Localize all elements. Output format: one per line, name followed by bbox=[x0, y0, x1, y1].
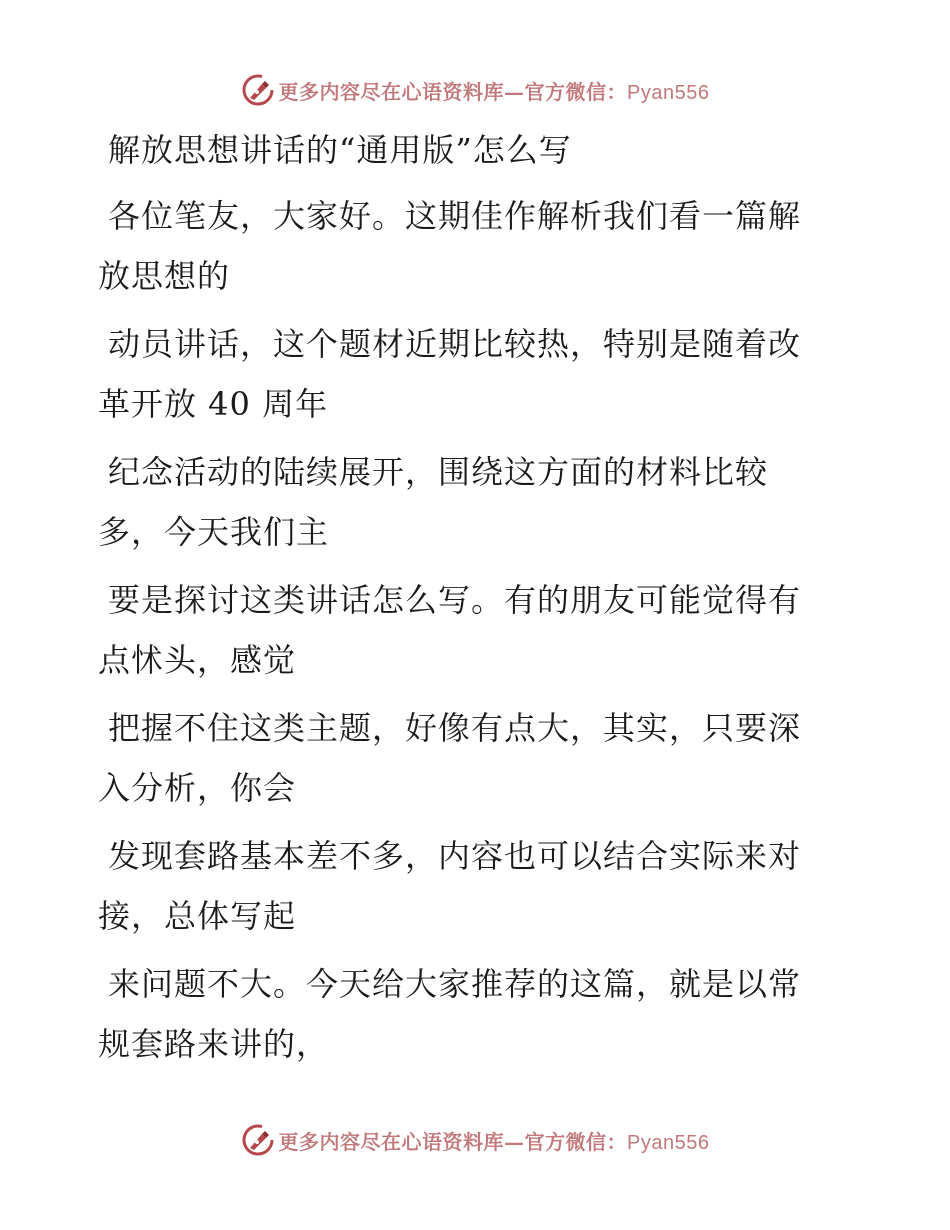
paragraph-line: 接，总体写起 bbox=[98, 897, 297, 935]
paragraph-line: 发现套路基本差不多，内容也可以结合实际来对 bbox=[108, 837, 802, 875]
document-body bbox=[98, 120, 838, 1082]
header-banner-text: 更多内容尽在心语资料库—官方微信：Pyan556 bbox=[278, 79, 710, 104]
paragraph-line: 来问题不大。今天给大家推荐的这篇，就是以常 bbox=[108, 965, 802, 1003]
paragraph-line: 放思想的 bbox=[98, 257, 231, 295]
paragraph-line: 多，今天我们主 bbox=[98, 513, 330, 551]
header-banner bbox=[0, 70, 950, 110]
paragraph-line: 纪念活动的陆续展开，围绕这方面的材料比较 bbox=[108, 453, 769, 491]
paragraph bbox=[98, 570, 838, 690]
footer-banner bbox=[0, 1120, 950, 1160]
paragraph bbox=[98, 826, 838, 946]
paragraph-line: 要是探讨这类讲话怎么写。有的朋友可能觉得有 bbox=[108, 581, 802, 619]
footer-banner-text: 更多内容尽在心语资料库—官方微信：Pyan556 bbox=[278, 1129, 710, 1154]
paragraph bbox=[98, 186, 838, 306]
paragraph bbox=[98, 954, 838, 1074]
paragraph-line: 动员讲话，这个题材近期比较热，特别是随着改 bbox=[108, 325, 802, 363]
document-title: 解放思想讲话的“通用版”怎么写 bbox=[108, 131, 572, 169]
paragraph-line: 把握不住这类主题，好像有点大，其实，只要深 bbox=[108, 709, 802, 747]
paragraph-line: 革开放 40 周年 bbox=[98, 385, 329, 423]
pen-logo-icon bbox=[241, 73, 275, 107]
paragraph-line: 点怵头，感觉 bbox=[98, 641, 297, 679]
paragraph-line: 各位笔友，大家好。这期佳作解析我们看一篇解 bbox=[108, 197, 802, 235]
paragraph-line: 入分析，你会 bbox=[98, 769, 297, 807]
paragraph bbox=[98, 442, 838, 562]
wechat-id: Pyan556 bbox=[627, 81, 710, 104]
wechat-id: Pyan556 bbox=[627, 1131, 710, 1154]
pen-logo-icon bbox=[241, 1123, 275, 1157]
paragraph bbox=[98, 314, 838, 434]
paragraph bbox=[98, 698, 838, 818]
paragraph-line: 规套路来讲的， bbox=[98, 1025, 330, 1063]
